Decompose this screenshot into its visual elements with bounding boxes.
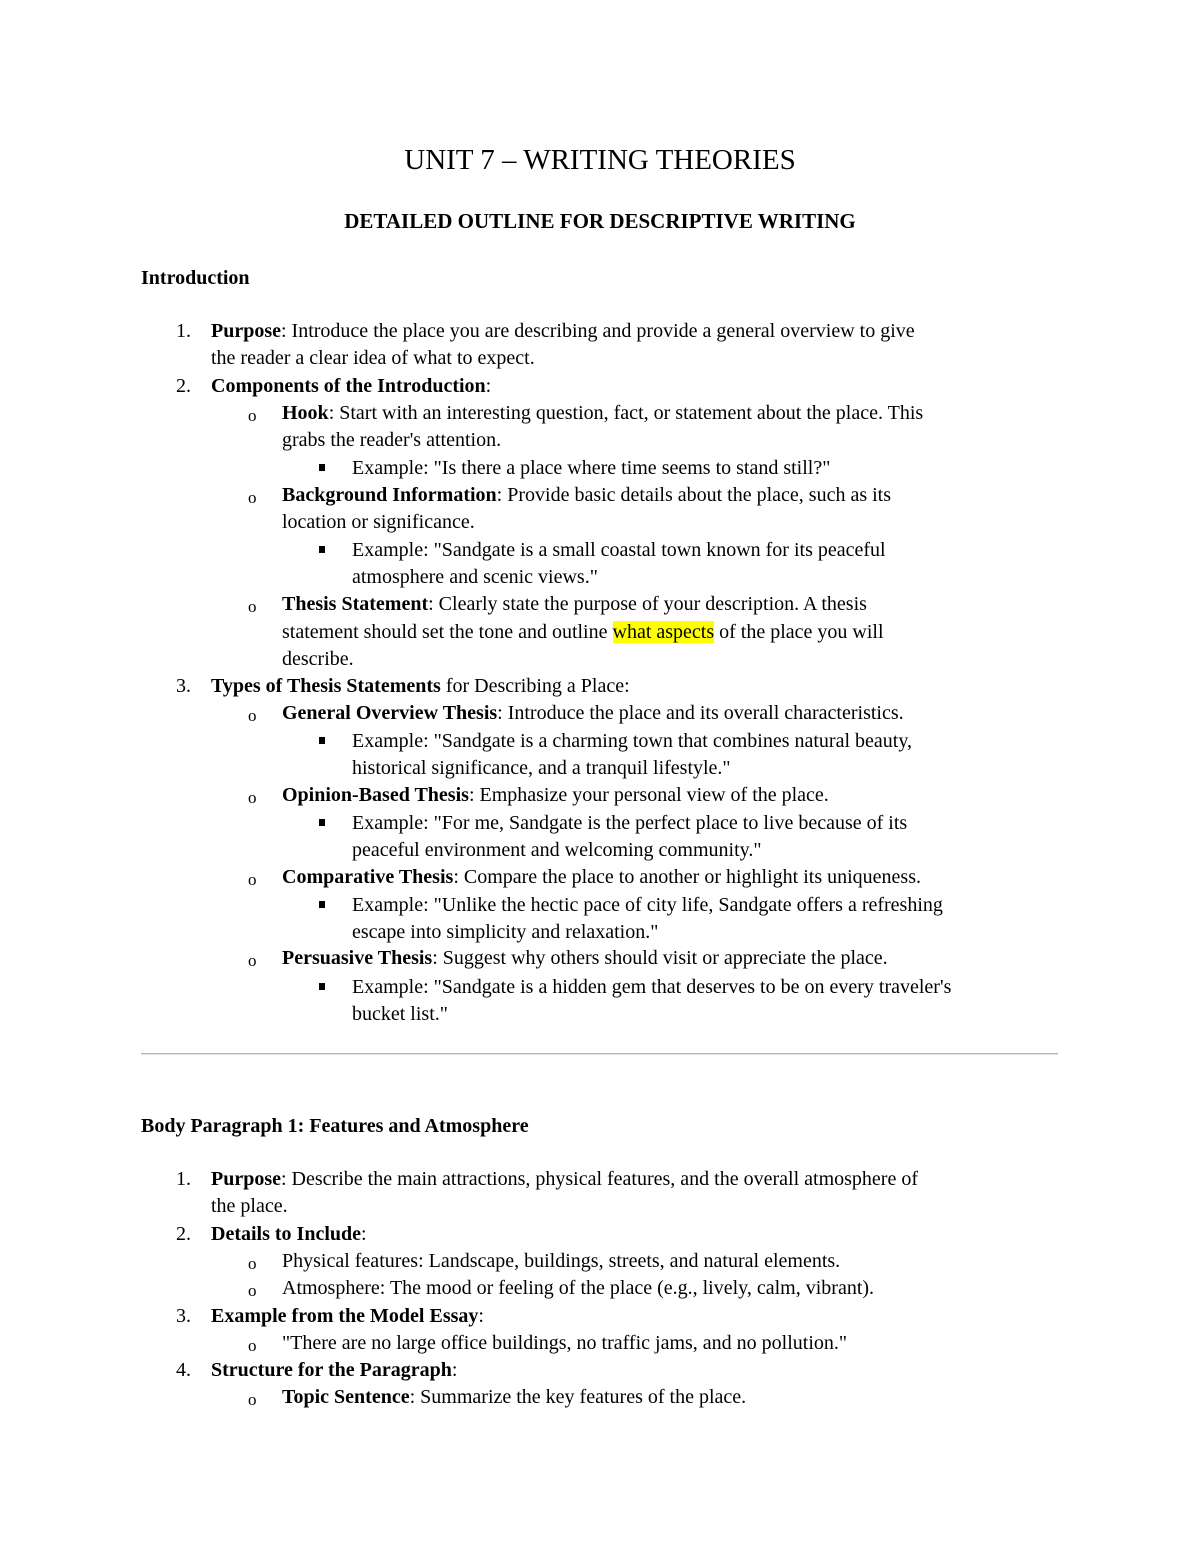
example-general: Example: "Sandgate is a charming town that combines natural beauty, xyxy=(352,730,913,752)
list-item-components xyxy=(211,373,491,400)
sub-item-topic-sentence xyxy=(282,1384,746,1411)
sub-item-opinion xyxy=(282,782,829,809)
circle-bullet-icon: o xyxy=(248,788,257,807)
sub-item-general xyxy=(282,700,904,727)
thesis-label: Thesis Statement xyxy=(282,593,429,615)
list-number: 4. xyxy=(176,1359,191,1381)
sub-item-example-quote: "There are no large office buildings, no traffic jams, and no pollution." xyxy=(282,1332,848,1354)
square-bullet-icon xyxy=(319,901,325,908)
square-bullet-icon xyxy=(319,819,325,826)
colon: : xyxy=(478,1305,484,1327)
square-bullet-icon xyxy=(319,983,325,990)
highlighted-text: what aspects xyxy=(612,621,715,643)
example-opinion: Example: "For me, Sandgate is the perfect place to live because of its xyxy=(352,812,908,834)
example-comparative: Example: "Unlike the hectic pace of city life, Sandgate offers a refreshing xyxy=(352,894,943,916)
sub-item-comparative xyxy=(282,864,921,891)
list-item-purpose xyxy=(211,318,915,345)
list-item-structure xyxy=(211,1357,457,1384)
colon: : xyxy=(485,375,492,397)
circle-bullet-icon: o xyxy=(248,1336,257,1355)
example-text-line: atmosphere and scenic views." xyxy=(352,566,598,588)
hook-text: : Start with an interesting question, fact, or statement about the place. This xyxy=(328,402,924,424)
square-bullet-icon xyxy=(319,464,325,471)
purpose-label: Purpose xyxy=(211,320,281,342)
types-label: Types of Thesis Statements xyxy=(211,675,441,697)
circle-bullet-icon: o xyxy=(248,406,257,425)
comparative-text: : Compare the place to another or highlight its uniqueness. xyxy=(453,866,921,888)
sub-item-text-line: grabs the reader's attention. xyxy=(282,429,502,451)
purpose-label: Purpose xyxy=(211,1168,281,1190)
thesis-text-part: of the place you will xyxy=(714,621,884,643)
colon: : xyxy=(361,1223,367,1245)
list-number: 2. xyxy=(176,375,191,397)
document-subtitle: DETAILED OUTLINE FOR DESCRIPTIVE WRITING xyxy=(344,209,856,233)
types-text: for Describing a Place: xyxy=(440,675,630,697)
list-item-text-line: the place. xyxy=(211,1195,288,1217)
background-text: : Provide basic details about the place, such as its xyxy=(496,484,892,506)
list-number: 3. xyxy=(176,675,191,697)
sub-item-text-line: location or significance. xyxy=(282,511,475,533)
example-text-line: historical significance, and a tranquil lifestyle." xyxy=(352,757,731,779)
example-persuasive: Example: "Sandgate is a hidden gem that deserves to be on every traveler's xyxy=(352,976,952,998)
sub-item-hook xyxy=(282,400,923,427)
section-heading-body-paragraph-1: Body Paragraph 1: Features and Atmosphere xyxy=(141,1115,529,1137)
persuasive-text: : Suggest why others should visit or appreciate the place. xyxy=(432,947,888,969)
topic-text: : Summarize the key features of the place. xyxy=(409,1386,747,1408)
sub-item-text-line xyxy=(282,619,884,646)
list-item-types xyxy=(211,673,630,700)
sub-item-atmosphere: Atmosphere: The mood or feeling of the place (e.g., lively, calm, vibrant). xyxy=(282,1277,875,1299)
circle-bullet-icon: o xyxy=(248,1390,257,1409)
thesis-text: : Clearly state the purpose of your description. A thesis xyxy=(428,593,867,615)
square-bullet-icon xyxy=(319,546,325,553)
list-number: 1. xyxy=(176,320,191,342)
square-bullet-icon xyxy=(319,737,325,744)
example-background: Example: "Sandgate is a small coastal town known for its peaceful xyxy=(352,539,886,561)
example-text-line: peaceful environment and welcoming community." xyxy=(352,839,762,861)
list-number: 1. xyxy=(176,1168,191,1190)
circle-bullet-icon: o xyxy=(248,1281,257,1300)
sub-item-background xyxy=(282,482,891,509)
circle-bullet-icon: o xyxy=(248,1254,257,1273)
general-text: : Introduce the place and its overall characteristics. xyxy=(497,702,904,724)
opinion-text: : Emphasize your personal view of the place. xyxy=(468,784,829,806)
list-number: 2. xyxy=(176,1223,191,1245)
details-label: Details to Include xyxy=(211,1223,361,1245)
list-number: 3. xyxy=(176,1305,191,1327)
hook-label: Hook xyxy=(282,402,329,424)
section-heading-introduction: Introduction xyxy=(141,267,250,289)
opinion-label: Opinion-Based Thesis xyxy=(282,784,469,806)
list-item-details xyxy=(211,1221,367,1248)
thesis-text-part: statement should set the tone and outline xyxy=(282,621,613,643)
list-item-text-line: the reader a clear idea of what to expect. xyxy=(211,347,535,369)
example-label: Example from the Model Essay xyxy=(211,1305,479,1327)
background-label: Background Information xyxy=(282,484,497,506)
horizontal-rule xyxy=(141,1053,1058,1055)
example-text-line: escape into simplicity and relaxation." xyxy=(352,921,659,943)
topic-label: Topic Sentence xyxy=(282,1386,410,1408)
example-hook: Example: "Is there a place where time seems to stand still?" xyxy=(352,457,831,479)
document-title: UNIT 7 – WRITING THEORIES xyxy=(404,144,796,176)
structure-label: Structure for the Paragraph xyxy=(211,1359,452,1381)
purpose-text: : Describe the main attractions, physical features, and the overall atmosphere of xyxy=(281,1168,918,1190)
sub-item-text-line: describe. xyxy=(282,648,354,670)
sub-item-physical: Physical features: Landscape, buildings, streets, and natural elements. xyxy=(282,1250,841,1272)
persuasive-label: Persuasive Thesis xyxy=(282,947,433,969)
circle-bullet-icon: o xyxy=(248,488,257,507)
circle-bullet-icon: o xyxy=(248,597,257,616)
list-item-purpose xyxy=(211,1166,918,1193)
comparative-label: Comparative Thesis xyxy=(282,866,454,888)
general-label: General Overview Thesis xyxy=(282,702,498,724)
colon: : xyxy=(451,1359,458,1381)
components-label: Components of the Introduction xyxy=(211,375,486,397)
circle-bullet-icon: o xyxy=(248,951,257,970)
circle-bullet-icon: o xyxy=(248,870,257,889)
circle-bullet-icon: o xyxy=(248,706,257,725)
example-text-line: bucket list." xyxy=(352,1003,448,1025)
sub-item-thesis xyxy=(282,591,867,618)
list-item-example xyxy=(211,1303,484,1330)
sub-item-persuasive xyxy=(282,945,888,972)
purpose-text: : Introduce the place you are describing and provide a general overview to give xyxy=(281,320,915,342)
